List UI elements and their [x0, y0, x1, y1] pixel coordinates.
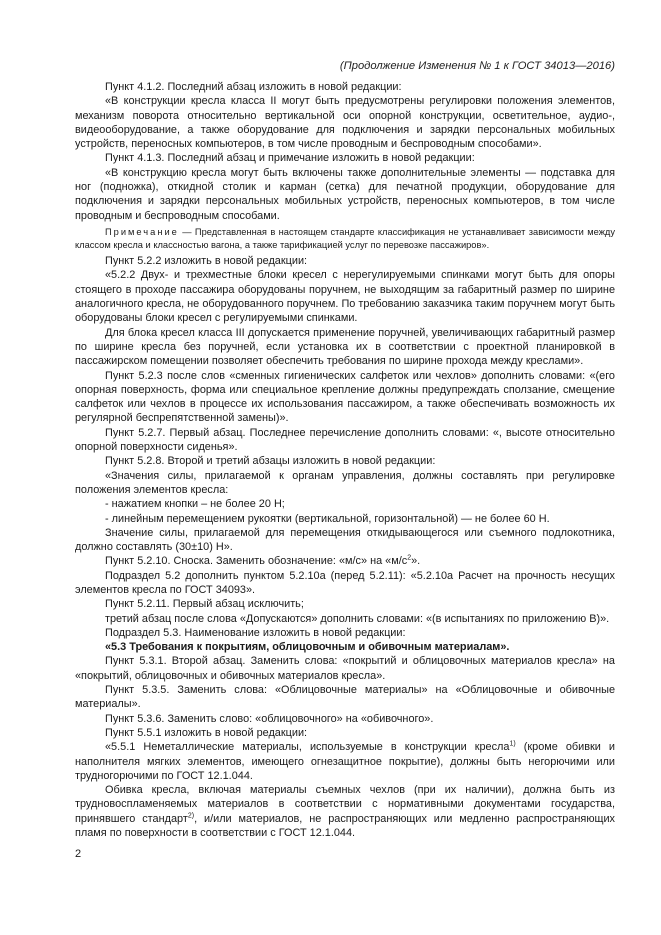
paragraph: Пункт 5.2.7. Первый абзац. Последнее перечисление дополнить словами: «, высоте относительно опорной поверхности сиденья».	[75, 426, 615, 454]
paragraph: Пункт 5.3.1. Второй абзац. Заменить слова: «покрытий и облицовочных материалов кресла» на «покрытий, облицовочных и обивочных материалов кресла».	[75, 655, 615, 682]
paragraph: Пункт 5.2.2 изложить в новой редакции:	[105, 255, 308, 268]
paragraph: Значение силы, прилагаемой для перемещения откидывающегося или съемного подлокотника, должно составлять (30±10) Н».	[75, 526, 615, 554]
paragraph	[75, 740, 615, 783]
paragraph: Пункт 5.5.1 изложить в новой редакции:	[105, 726, 308, 739]
superscript: 2	[407, 554, 412, 562]
paragraph: третий абзац после слова «Допускаются» дополнить словами: «(в испытаниях по приложению В)».	[105, 612, 610, 625]
paragraph: Пункт 5.2.8. Второй и третий абзацы изложить в новой редакции:	[105, 455, 436, 468]
continuation-header: (Продолжение Изменения № 1 к ГОСТ 34013—2016)	[339, 60, 615, 72]
list-item: - нажатием кнопки – не более 20 Н;	[105, 498, 285, 511]
paragraph	[75, 783, 615, 840]
paragraph: Для блока кресел класса III допускается применение поручней, увеличивающих габаритный размер по ширине кресла без поручней, если установка их в соответствии с проектной планировкой в пассажирском помещении позволяет обеспечить требования по ширине прохода между креслами».	[75, 326, 615, 368]
paragraph: Пункт 5.2.11. Первый абзац исключить;	[105, 598, 304, 611]
note-text: — Представленная в настоящем стандарте классификация не устанавливает зависимости между классом кресла и классностью вагона, а также тарификацией услуг по перевозке пассажиров».	[75, 226, 615, 250]
paragraph: Пункт 5.3.5. Заменить слова: «Облицовочные материалы» на «Облицовочные и обивочные материалы».	[75, 684, 615, 711]
paragraph-text: «5.5.1 Неметаллические материалы, используемые в конструкции кресла	[105, 741, 510, 754]
paragraph-text: (кроме обивки и наполнителя мягких элементов, имеющего огнезащитное покрытие), должны быть негорючими или трудногорючими по ГОСТ 12.1.044.	[75, 741, 615, 782]
paragraph: Пункт 5.3.6. Заменить слово: «облицовочного» на «обивочного».	[105, 712, 434, 725]
paragraph: Пункт 4.1.3. Последний абзац и примечание изложить в новой редакции:	[105, 152, 475, 165]
note-label: Примечание	[105, 226, 179, 237]
paragraph: «В конструкцию кресла могут быть включены также дополнительные элементы — подставка для ног (подножка), откидной столик и карман (сетка) для печатной продукции, оборудование для подключения и зарядки персональных мобильных устройств, переносных компьютеров, в том числе проводным и беспроводным способами.	[75, 166, 615, 222]
paragraph-text: , и/или материалов, не распространяющих или медленно распространяющих пламя по поверхности в соответствии с ГОСТ 12.1.044.	[75, 812, 615, 840]
paragraph-text: Пункт 5.2.10. Сноска. Заменить обозначение: «м/с» на «м/с	[105, 555, 408, 568]
list-item: - линейным перемещением рукоятки (вертикальной, горизонтальной) — не более 60 Н.	[105, 512, 550, 525]
paragraph: «Значения силы, прилагаемой к органам управления, должны составлять при регулировке положения элементов кресла:	[75, 469, 615, 496]
note	[75, 226, 615, 251]
paragraph-text: ».	[411, 555, 421, 568]
paragraph	[75, 554, 615, 568]
paragraph: Подраздел 5.3. Наименование изложить в новой редакции:	[105, 626, 406, 639]
footnote-ref: 1)	[509, 740, 516, 748]
paragraph-text: Обивка кресла, включая материалы съемных чехлов (при их наличии), должна быть из трудновоспламеняемых материалов в соответствии с нормативными документами государства, принявшего стандарт	[75, 784, 615, 825]
document-body	[75, 80, 615, 840]
page-number: 2	[75, 848, 82, 860]
paragraph: «В конструкции кресла класса II могут быть предусмотрены регулировки положения элементов, механизм поворота относительно вертикальной оси опорной конструкции, осветительное, аудио-, видеооборудование, а также оборудование для подключения и зарядки персональных мобильных устройств, переносных компьютеров, в том числе проводным и беспроводным способами».	[75, 95, 615, 151]
paragraph: Подраздел 5.2 дополнить пунктом 5.2.10а (перед 5.2.11): «5.2.10а Расчет на прочность несущих элементов кресла по ГОСТ 34093».	[75, 569, 615, 596]
paragraph: Пункт 4.1.2. Последний абзац изложить в новой редакции:	[105, 81, 402, 93]
footnote-ref: 2)	[187, 812, 195, 820]
section-heading: «5.3 Требования к покрытиям, облицовочным и обивочным материалам».	[105, 641, 510, 654]
paragraph: Пункт 5.2.3 после слов «сменных гигиенических салфеток или чехлов» дополнить словами: «(его опорная поверхность, форма или специальное крепление должны предупреждать сползание, смещение салфеток или чехлов в процессе их использования пассажиром, а также обеспечивать возможность их регулярной беспрепятственной замены)».	[75, 369, 615, 425]
paragraph: «5.2.2 Двух- и трехместные блоки кресел с нерегулируемыми спинками могут быть для опоры стоящего в проходе пассажира оборудованы поручнем, не выходящим за габаритный размер по ширине аналогичного кресла, не оборудованного поручнем. По требованию заказчика таким поручнем могут быть оборудованы блоки кресел с регулируемыми спинками.	[75, 269, 615, 325]
